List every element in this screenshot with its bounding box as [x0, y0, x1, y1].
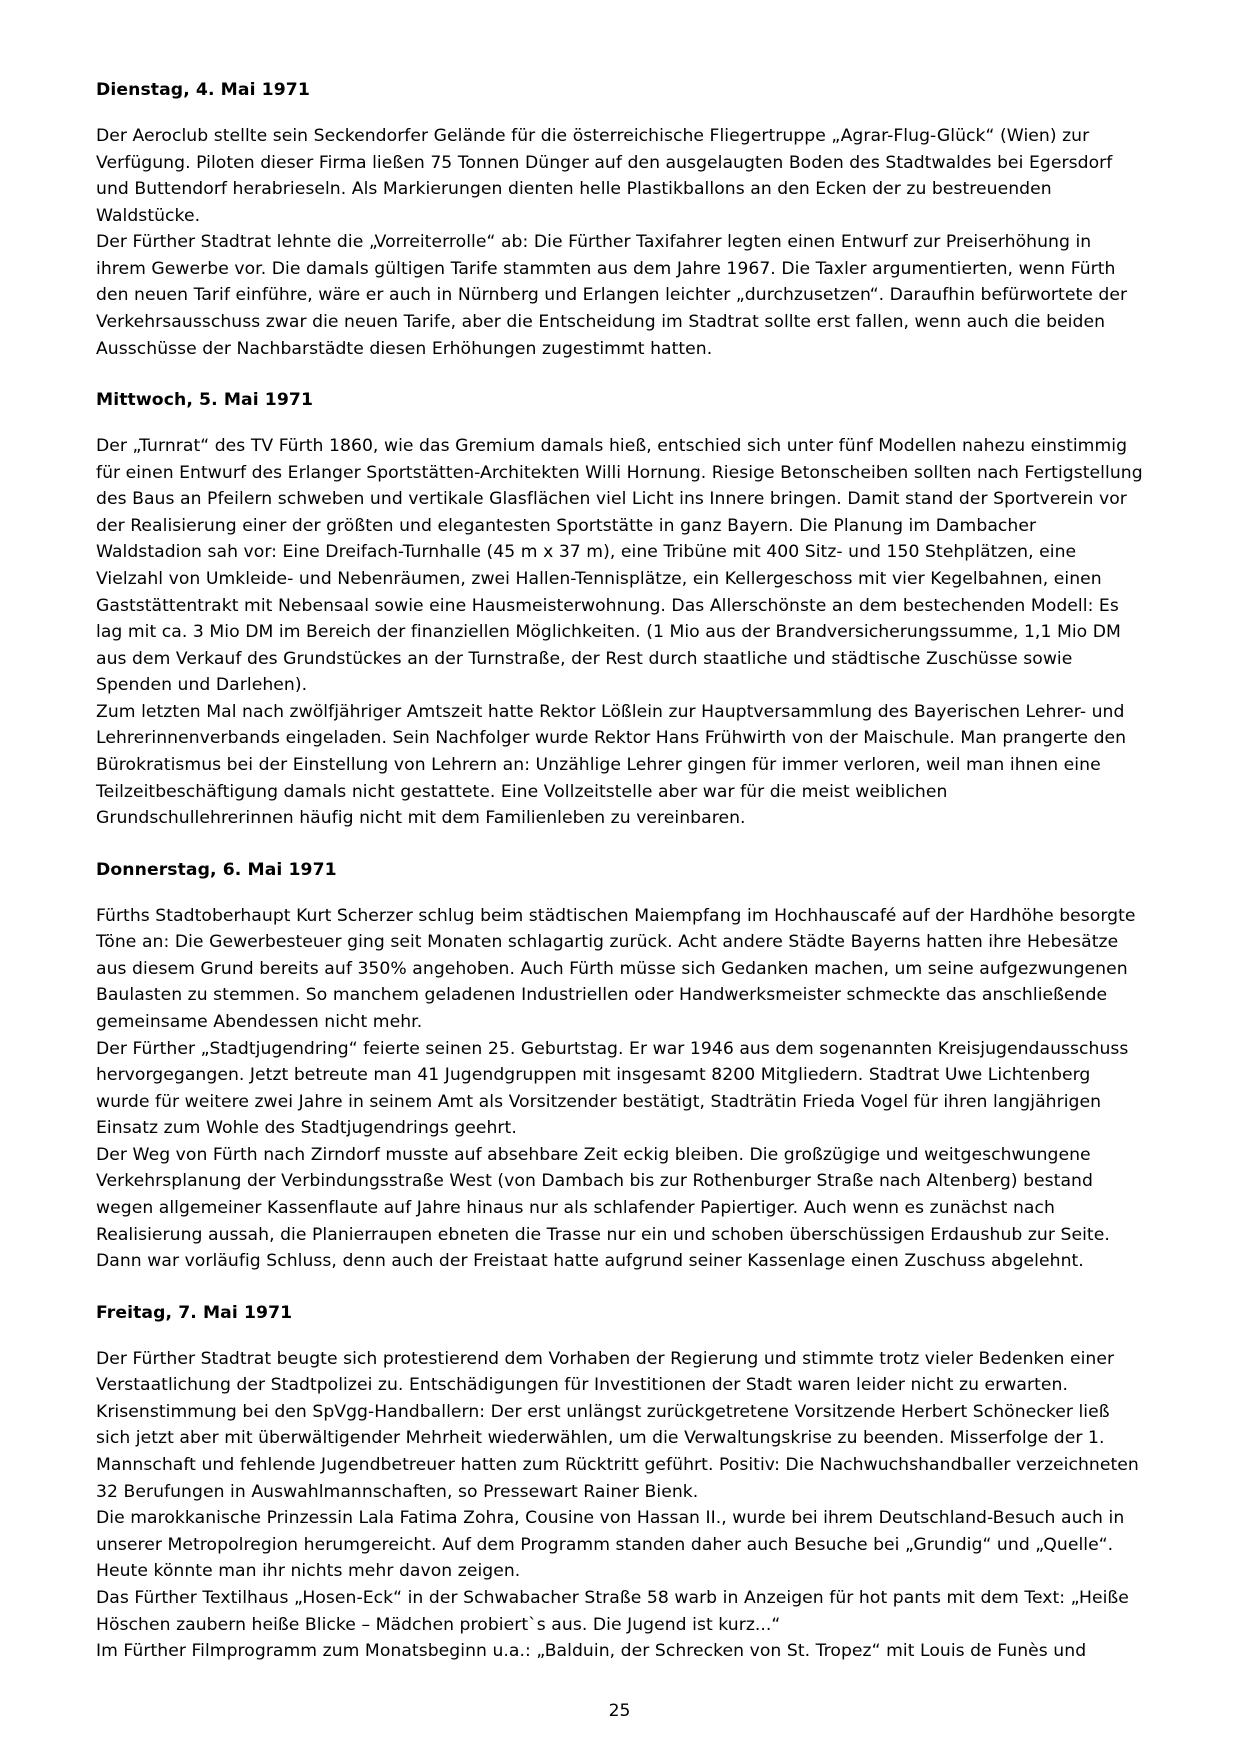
paragraph: Die marokkanische Prinzessin Lala Fatima Zohra, Cousine von Hassan II., wurde bei ihrem Deutschland-Besuch auch in unserer Metropolregion herumgereicht. Auf dem Programm standen daher auch Besuche bei „Grundig“ und „Quelle“. Heute könnte man ihr nichts mehr davon zeigen.	[96, 1508, 1125, 1582]
paragraph: Krisenstimmung bei den SpVgg-Handballern: Der erst unlängst zurückgetretene Vorsitzende Herbert Schönecker ließ sich jetzt aber mit überwältigender Mehrheit wiederwählen, um die Verwaltungskrise zu beenden. Misserfolge der 1. Mannschaft und fehlende Jugendbetreuer hatten zum Rücktritt geführt. Positiv: Die Nachwuchshandballer verzeichneten 32 Berufungen in Auswahlmannschaften, so Pressewart Rainer Bienk.	[96, 1401, 1139, 1502]
diary-entry	[96, 858, 1143, 1275]
diary-entry	[96, 1301, 1143, 1665]
entry-body	[96, 903, 1143, 1275]
entry-date-heading: Freitag, 7. Mai 1971	[96, 1302, 293, 1323]
entry-date-heading: Dienstag, 4. Mai 1971	[96, 80, 310, 100]
entry-body	[96, 1346, 1143, 1665]
diary-entry	[96, 388, 1143, 832]
entry-body	[96, 433, 1143, 832]
paragraph: Der „Turnrat“ des TV Fürth 1860, wie das Gremium damals hieß, entschied sich unter fünf Modellen nahezu einstimmig für einen Entwurf des Erlanger Sportstätten-Architekten Willi Hornung. Riesige Betonscheiben sollten nach Fertigstellung des Baus an Pfeilern schweben und vertikale Glasflächen viel Licht ins Innere bringen. Damit stand der Sportverein vor der Realisierung einer der größten und elegantesten Sportstätte in ganz Bayern. Die Planung im Dambacher Waldstadion sah vor: Eine Dreifach-Turnhalle (45 m x 37 m), eine Tribüne mit 400 Sitz- und 150 Stehplätzen, eine Vielzahl von Umkleide- und Nebenräumen, zwei Hallen-Tennisplätze, ein Kellergeschoss mit vier Kegelbahnen, einen Gaststättentrakt mit Nebensaal sowie eine Hausmeisterwohnung. Das Allerschönste an dem bestechenden Modell: Es lag mit ca. 3 Mio DM im Bereich der finanziellen Möglichkeiten. (1 Mio aus der Brandversicherungssumme, 1,1 Mio DM aus dem Verkauf des Grundstückes an der Turnstraße, der Rest durch staatliche und städtische Zuschüsse sowie Spenden und Darlehen).	[96, 436, 1143, 696]
paragraph: Der Fürther Stadtrat beugte sich protestierend dem Vorhaben der Regierung und stimmte trotz vieler Bedenken einer Verstaatlichung der Stadtpolizei zu. Entschädigungen für Investitionen der Stadt waren leider nicht zu erwarten.	[96, 1348, 1115, 1396]
paragraph: Fürths Stadtoberhaupt Kurt Scherzer schlug beim städtischen Maiempfang im Hochhauscafé auf der Hardhöhe besorgte Töne an: Die Gewerbesteuer ging seit Monaten schlagartig zurück. Acht andere Städte Bayerns hatten ihre Hebesätze aus diesem Grund bereits auf 350% angehoben. Auch Fürth müsse sich Gedanken machen, um seine aufgezwungenen Baulasten zu stemmen. So manchem geladenen Industriellen oder Handwerksmeister schmeckte das anschließende gemeinsame Abendessen nicht mehr.	[96, 905, 1136, 1032]
diary-entry	[96, 78, 1143, 362]
paragraph: Der Fürther „Stadtjugendring“ feierte seinen 25. Geburtstag. Er war 1946 aus dem sogenannten Kreisjugendausschuss hervorgegangen. Jetzt betreute man 41 Jugendgruppen mit insgesamt 8200 Mitgliedern. Stadtrat Uwe Lichtenberg wurde für weitere zwei Jahre in seinem Amt als Vorsitzender bestätigt, Stadträtin Frieda Vogel für ihren langjährigen Einsatz zum Wohle des Stadtjugendrings geehrt.	[96, 1038, 1129, 1139]
page-number: 25	[608, 1700, 631, 1721]
paragraph: Zum letzten Mal nach zwölfjähriger Amtszeit hatte Rektor Lößlein zur Hauptversammlung des Bayerischen Lehrer- und Lehrerinnenverbands eingeladen. Sein Nachfolger wurde Rektor Hans Frühwirth von der Maischule. Man prangerte den Bürokratismus bei der Einstellung von Lehrern an: Unzählige Lehrer gingen für immer verloren, weil man ihnen eine Teilzeitbeschäftigung damals nicht gestattete. Eine Vollzeitstelle aber war für die meist weiblichen Grundschullehrerinnen häufig nicht mit dem Familienleben zu vereinbaren.	[96, 701, 1127, 829]
paragraph: Der Weg von Fürth nach Zirndorf musste auf absehbare Zeit eckig bleiben. Die großzügige und weitgeschwungene Verkehrsplanung der Verbindungsstraße West (von Dambach bis zur Rothenburger Straße nach Altenberg) bestand wegen allgemeiner Kassenflaute auf Jahre hinaus nur als schlafender Papiertiger. Auch wenn es zunächst nach Realisierung aussah, die Planierraupen ebneten die Trasse nur ein und schoben überschüssigen Erdaushub zur Seite. Dann war vorläufig Schluss, denn auch der Freistaat hatte aufgrund seiner Kassenlage einen Zuschuss abgelehnt.	[96, 1144, 1110, 1272]
paragraph: Das Fürther Textilhaus „Hosen-Eck“ in der Schwabacher Straße 58 warb in Anzeigen für hot pants mit dem Text: „Heiße Höschen zaubern heiße Blicke – Mädchen probiert`s aus. Die Jugend ist kurz...“	[96, 1587, 1129, 1635]
paragraph: Der Aeroclub stellte sein Seckendorfer Gelände für die österreichische Fliegertruppe „Agrar-Flug-Glück“ (Wien) zur Verfügung. Piloten dieser Firma ließen 75 Tonnen Dünger auf den ausgelaugten Boden des Stadtwaldes bei Egersdorf und Buttendorf herabrieseln. Als Markierungen dienten helle Plastikballons an den Ecken der zu bestreuenden Waldstücke.	[96, 125, 1113, 226]
entry-date-heading: Donnerstag, 6. Mai 1971	[96, 859, 337, 880]
entry-body	[96, 123, 1143, 362]
paragraph: Im Fürther Filmprogramm zum Monatsbeginn u.a.: „Balduin, der Schrecken von St. Tropez“ mit Louis de Funès und	[96, 1641, 1087, 1662]
paragraph: Der Fürther Stadtrat lehnte die „Vorreiterrolle“ ab: Die Fürther Taxifahrer legten einen Entwurf zur Preiserhöhung in ihrem Gewerbe vor. Die damals gültigen Tarife stammten aus dem Jahre 1967. Die Taxler argumentierten, wenn Fürth den neuen Tarif einführe, wäre er auch in Nürnberg und Erlangen leichter „durchzusetzen“. Daraufhin befürwortete der Verkehrsausschuss zwar die neuen Tarife, aber die Entscheidung im Stadtrat sollte erst fallen, wenn auch die beiden Ausschüsse der Nachbarstädte diesen Erhöhungen zugestimmt hatten.	[96, 232, 1128, 359]
entry-date-heading: Mittwoch, 5. Mai 1971	[96, 390, 314, 411]
page-content	[96, 78, 1143, 1723]
